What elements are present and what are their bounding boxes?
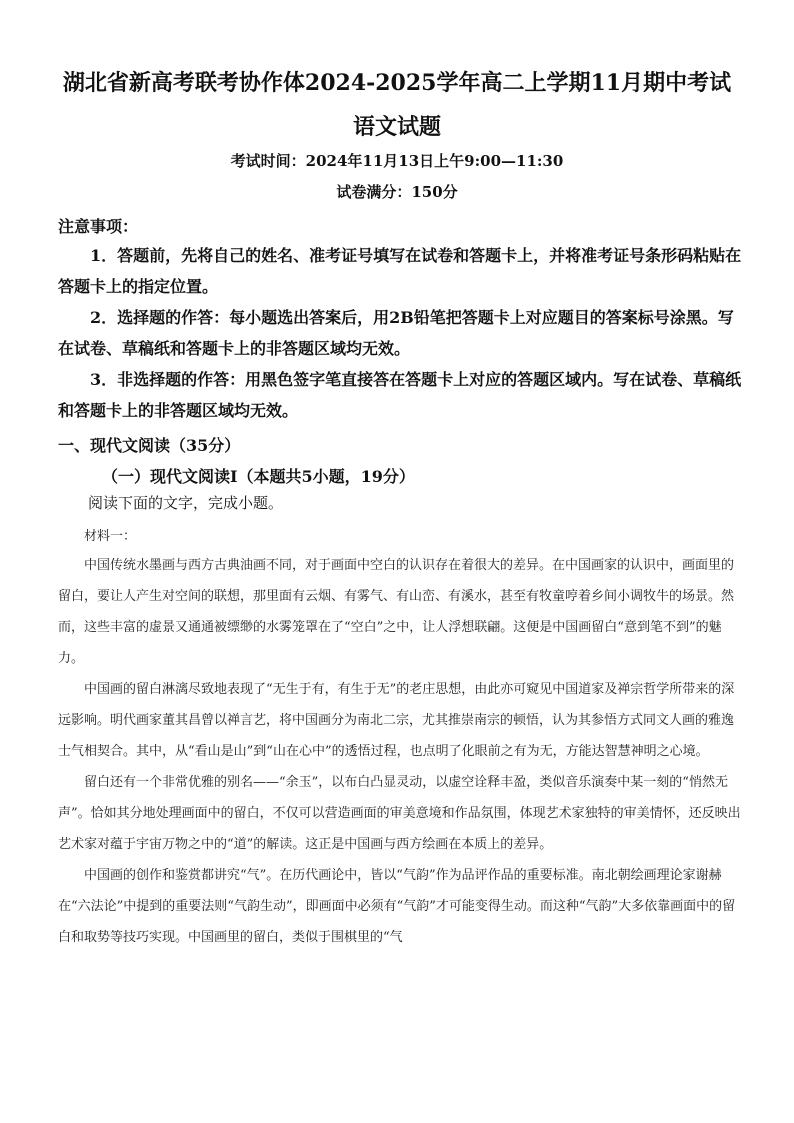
subsection-title: （一）现代文阅读Ⅰ（本题共5小题，19分） — [102, 467, 415, 486]
exam-title: 湖北省新高考联考协作体2024-2025学年高二上学期11月期中考试 — [62, 70, 732, 96]
subject-title: 语文试题 — [352, 114, 441, 140]
passage-paragraph-4: 中国画的创作和鉴赏都讲究“气”。在历代画论中，皆以“气韵”作为品评作品的重要标准。南北朝绘画理论家谢赫在“六法论”中提到的重要法则“气韵生动”，即画面中必须有“气韵”才可能变得生动。而这种“气韵”大多依靠画面中的留白和取势等技巧实现。中国画里的留白，类似于围棋里的“气 — [58, 868, 736, 945]
full-score: 试卷满分：150分 — [336, 183, 458, 201]
notice-item-2: 2．选择题的作答：每小题选出答案后，用2B铅笔把答题卡上对应题目的答案标号涂黑。写在试卷、草稿纸和答题卡上的非答题区域均无效。 — [58, 308, 734, 358]
notice-item-1: 1．答题前，先将自己的姓名、准考证号填写在试卷和答题卡上，并将准考证号条形码粘贴在答题卡上的指定位置。 — [58, 246, 742, 296]
notice-item-3: 3．非选择题的作答：用黑色签字笔直接答在答题卡上对应的答题区域内。写在试卷、草稿纸和答题卡上的非答题区域均无效。 — [58, 370, 742, 420]
reading-instruction: 阅读下面的文字，完成小题。 — [88, 494, 284, 512]
notice-list — [58, 240, 744, 426]
exam-time: 考试时间：2024年11月13日上午9:00—11:30 — [230, 152, 564, 170]
passage-paragraph-3: 留白还有一个非常优雅的别名——“余玉”，以布白凸显灵动，以虚空诠释丰盈，类似音乐演奏中某一刻的“悄然无声”。恰如其分地处理画面中的留白，不仅可以营造画面的审美意境和作品氛围，体现艺术家独特的审美情怀，还反映出艺术家对蕴于宇宙万物之中的“道”的解读。这正是中国画与西方绘画在本质上的差异。 — [58, 775, 741, 852]
passage — [58, 550, 744, 953]
notice-heading: 注意事项： — [58, 217, 139, 236]
subsection-title-wrap — [58, 461, 744, 492]
passage-paragraph-1: 中国传统水墨画与西方古典油画不同，对于画面中空白的认识存在着很大的差异。在中国画家的认识中，画面里的留白，要让人产生对空间的联想，那里面有云烟、有雾气、有山峦、有溪水，甚至有牧童哼着乡间小调牧牛的场景。然而，这些丰富的虚景又通通被缥缈的水雾笼罩在了“空白”之中，让人浮想联翩。这便是中国画留白“意到笔不到”的魅力。 — [58, 558, 735, 666]
passage-paragraph-2: 中国画的留白淋漓尽致地表现了“无生于有，有生于无”的老庄思想，由此亦可窥见中国道家及禅宗哲学所带来的深远影响。明代画家董其昌曾以禅言艺，将中国画分为南北二宗，尤其推崇南宗的顿悟，认为其参悟方式同文人画的雅逸士气相契合。其中，从“看山是山”到“山在心中”的透悟过程，也点明了化眼前之有为无，方能达智慧神明之心境。 — [58, 682, 735, 759]
material-label: 材料一： — [84, 529, 137, 544]
section-title: 一、现代文阅读（35分） — [58, 436, 241, 455]
